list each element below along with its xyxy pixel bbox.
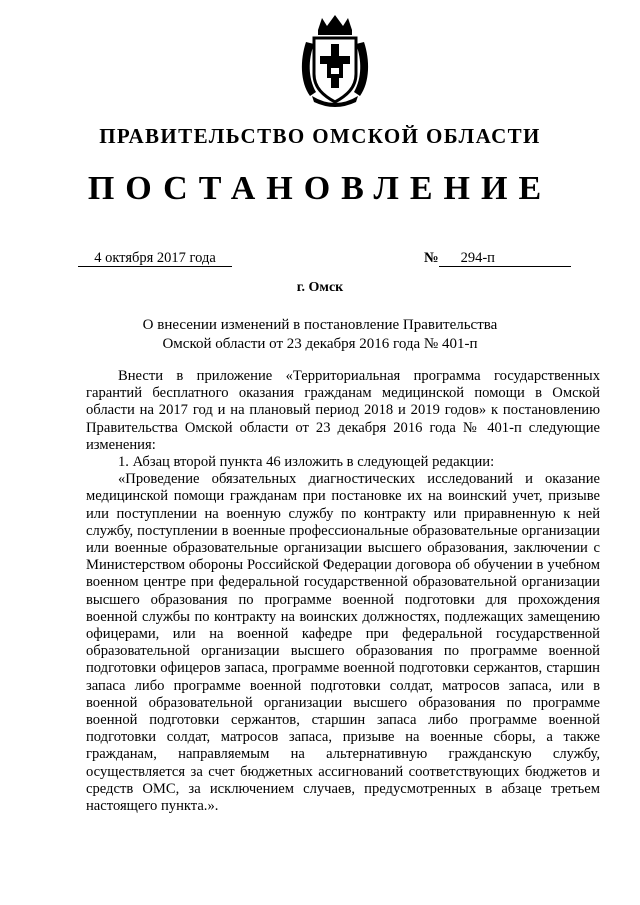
subject-line-1: О внесении изменений в постановление Правительства bbox=[142, 317, 498, 333]
document-city: г. Омск bbox=[296, 280, 344, 295]
document-body bbox=[86, 368, 600, 815]
document-date: 4 октября 2017 года bbox=[78, 250, 232, 267]
organization-title: ПРАВИТЕЛЬСТВО ОМСКОЙ ОБЛАСТИ bbox=[99, 124, 541, 148]
omsk-coat-of-arms-icon bbox=[296, 12, 374, 108]
document-type-title: ПОСТАНОВЛЕНИЕ bbox=[87, 170, 553, 207]
item-1-paragraph: 1. Абзац второй пункта 46 изложить в следующей редакции: bbox=[118, 454, 495, 471]
intro-paragraph: Внести в приложение «Территориальная программа государственных гарантий бесплатного оказания гражданам медицинской помощи в Омской области на 2017 год и на плановый период 2018 и 2019 годов» к постановлению Правительства Омской области от 23 декабря 2016 года № 401-п следующие изменения: bbox=[86, 368, 600, 453]
document-number-block bbox=[424, 250, 571, 267]
document-subject bbox=[120, 316, 520, 354]
subject-line-2: Омской области от 23 декабря 2016 года № 401-п bbox=[162, 336, 478, 352]
quoted-text-paragraph: «Проведение обязательных диагностических исследований и оказание медицинской помощи гражданам при постановке их на воинский учет, призыве или поступлении на военную службу по контракту или приравненную к ней службу, поступлении в военные профессиональные образовательные организации или военные образовательные организации высшего образования, заключении с Министерством обороны Российской Федерации договора об обучении в учебном военном центре при федеральной государственной образовательной организации высшего образования по программе военной подготовки для прохождения военной службы по контракту на воинских должностях, подлежащих замещению офицерами, или на военной кафедре при федеральной государственной образовательной организации высшего образования по программе военной подготовки офицеров запаса, программе военной подготовки сержантов, старшин запаса либо программе военной подготовки солдат, матросов запаса, или в военной образовательной организации высшего образования по программе военной подготовки сержантов, старшин запаса либо программе военной подготовки солдат, матросов запаса, призыве на военные сборы, а также гражданам, направляемым на альтернативную гражданскую службу, осуществляется за счет бюджетных ассигнований соответствующих бюджетов и средств ОМС, за исключением случаев, предусмотренных в абзаце третьем настоящего пункта.». bbox=[86, 471, 600, 815]
number-label: № bbox=[424, 250, 439, 266]
document-number: 294-п bbox=[439, 250, 571, 267]
